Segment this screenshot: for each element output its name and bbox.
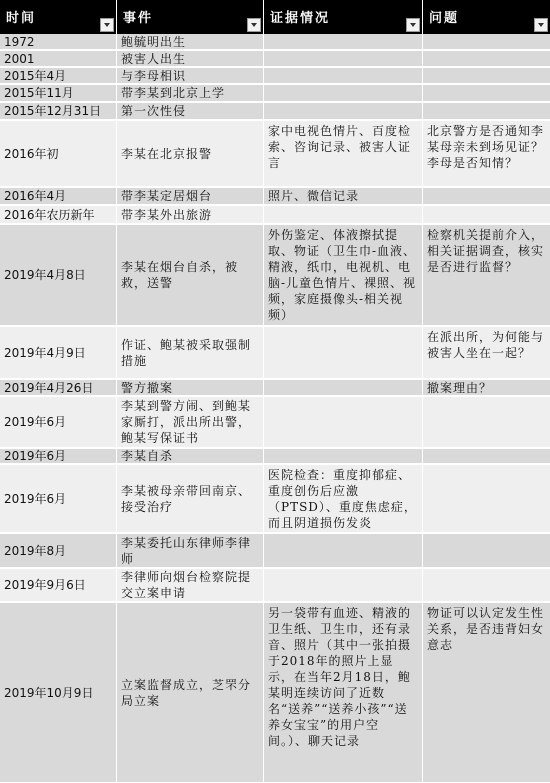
- row-event-cell[interactable]: [117, 465, 264, 532]
- header-event-label: 事件: [123, 11, 154, 26]
- row-time-text: 2001: [4, 51, 35, 66]
- row-evidence-text: 外伤鉴定、体液擦拭提取、物证（卫生巾-血液、精液，纸巾，电视机、电脑-儿童色情片、裸照、视频，家庭摄像头-相关视频）: [268, 228, 417, 322]
- row-question-cell[interactable]: [423, 103, 550, 119]
- table-row: [0, 225, 550, 326]
- row-event-cell[interactable]: [117, 121, 264, 186]
- table-row: [0, 569, 550, 602]
- row-evidence-cell[interactable]: [264, 188, 423, 204]
- row-evidence-cell[interactable]: [264, 85, 423, 101]
- row-question-cell[interactable]: [423, 380, 550, 395]
- table-row: [0, 121, 550, 187]
- table-row: [0, 103, 550, 120]
- row-question-text: 物证可以认定发生性关系，是否违背妇女意志: [427, 606, 545, 652]
- row-time-text: 2016年农历新年: [4, 207, 95, 222]
- row-question-cell[interactable]: [423, 68, 550, 83]
- row-event-text: 带李某到北京上学: [121, 86, 226, 100]
- row-event-cell[interactable]: [117, 603, 264, 782]
- row-event-text: 李某自杀: [121, 449, 174, 463]
- row-question-text: 检察机关提前介入，相关证据调查，核实是否进行监督？: [427, 228, 545, 274]
- table-row: [0, 188, 550, 205]
- filter-dropdown-icon[interactable]: [247, 18, 261, 32]
- row-event-text: 李律师向烟台检察院提交立案申请: [121, 570, 252, 600]
- row-time-cell[interactable]: [0, 68, 117, 83]
- row-evidence-cell[interactable]: [264, 465, 423, 532]
- row-evidence-cell[interactable]: [264, 121, 423, 186]
- row-evidence-cell[interactable]: [264, 51, 423, 66]
- row-question-cell[interactable]: [423, 465, 550, 532]
- row-question-cell[interactable]: [423, 603, 550, 782]
- row-question-cell[interactable]: [423, 206, 550, 223]
- row-time-cell[interactable]: [0, 85, 117, 101]
- row-event-text: 李某委托山东律师李律师: [121, 535, 252, 566]
- row-evidence-cell[interactable]: [264, 397, 423, 447]
- row-time-text: 1972: [4, 34, 35, 49]
- row-evidence-cell[interactable]: [264, 103, 423, 119]
- row-evidence-cell[interactable]: [264, 534, 423, 567]
- row-event-cell[interactable]: [117, 225, 264, 325]
- row-question-cell[interactable]: [423, 225, 550, 325]
- table-row: [0, 397, 550, 448]
- row-event-text: 与李母相识: [121, 68, 187, 83]
- header-evidence-label: 证据情况: [270, 11, 331, 26]
- row-question-cell[interactable]: [423, 449, 550, 463]
- row-time-text: 2019年6月: [4, 491, 67, 506]
- row-evidence-cell[interactable]: [264, 603, 423, 782]
- row-question-cell[interactable]: [423, 534, 550, 567]
- row-event-text: 第一次性侵: [121, 104, 187, 118]
- row-evidence-cell[interactable]: [264, 68, 423, 83]
- table-row: [0, 449, 550, 464]
- header-event: [117, 0, 264, 34]
- filter-dropdown-icon[interactable]: [100, 18, 114, 32]
- row-event-text: 李某在北京报警: [121, 146, 213, 161]
- row-time-cell[interactable]: [0, 188, 117, 204]
- header-question: [423, 0, 550, 34]
- row-question-cell[interactable]: [423, 34, 550, 49]
- row-question-cell[interactable]: [423, 85, 550, 101]
- filter-dropdown-icon[interactable]: [406, 18, 420, 32]
- row-event-cell[interactable]: [117, 206, 264, 223]
- table-row: [0, 327, 550, 379]
- row-time-cell[interactable]: [0, 569, 117, 601]
- table-row: [0, 51, 550, 67]
- row-time-text: 2019年6月: [4, 415, 67, 429]
- row-time-cell[interactable]: [0, 603, 117, 782]
- row-question-cell[interactable]: [423, 569, 550, 601]
- row-evidence-cell[interactable]: [264, 225, 423, 325]
- row-event-text: 立案监督成立，芝罘分局立案: [121, 677, 252, 708]
- row-event-text: 李某在烟台自杀，被救，送警: [121, 260, 239, 290]
- row-evidence-cell[interactable]: [264, 569, 423, 601]
- row-event-cell[interactable]: [117, 103, 264, 119]
- row-evidence-cell[interactable]: [264, 449, 423, 463]
- row-event-text: 带李某定居烟台: [121, 189, 213, 203]
- row-time-text: 2019年8月: [4, 543, 67, 558]
- row-evidence-text: 照片、微信记录: [268, 189, 360, 203]
- row-time-text: 2019年4月26日: [4, 380, 94, 395]
- row-event-text: 被害人出生: [121, 51, 187, 66]
- row-event-text: 作证、鲍某被采取强制措施: [121, 337, 252, 368]
- row-time-text: 2019年9月6日: [4, 578, 86, 592]
- row-time-cell[interactable]: [0, 225, 117, 325]
- row-time-cell[interactable]: [0, 51, 117, 66]
- row-evidence-cell[interactable]: [264, 206, 423, 223]
- row-question-cell[interactable]: [423, 327, 550, 378]
- row-time-cell[interactable]: [0, 465, 117, 532]
- row-question-cell[interactable]: [423, 121, 550, 186]
- row-event-cell[interactable]: [117, 68, 264, 83]
- row-evidence-cell[interactable]: [264, 34, 423, 49]
- row-event-text: 带李某外出旅游: [121, 207, 213, 222]
- row-time-cell[interactable]: [0, 380, 117, 395]
- table-row: [0, 465, 550, 533]
- filter-dropdown-icon[interactable]: [534, 18, 548, 32]
- row-event-cell[interactable]: [117, 34, 264, 49]
- table-row: [0, 68, 550, 84]
- row-evidence-text: 另一袋带有血迹、精液的卫生纸、卫生巾，还有录音、照片（其中一张拍摄于2018年的照片上显示，在当年2月18日，鲍某明连续访问了近数名“送养”“送养小孩”“送养女宝宝”的用户空间。）、聊天记录: [268, 606, 412, 748]
- row-evidence-cell[interactable]: [264, 380, 423, 395]
- table-row: [0, 534, 550, 568]
- row-event-cell[interactable]: [117, 534, 264, 567]
- row-time-text: 2016年4月: [4, 189, 67, 203]
- row-event-text: 李某到警方闹、到鲍某家厮打，派出所出警，鲍某写保证书: [121, 399, 252, 445]
- row-question-cell[interactable]: [423, 397, 550, 447]
- row-time-cell[interactable]: [0, 534, 117, 567]
- row-event-cell[interactable]: [117, 327, 264, 378]
- row-time-cell[interactable]: [0, 397, 117, 447]
- row-event-text: 警方撤案: [121, 380, 174, 395]
- table-row: [0, 85, 550, 102]
- row-event-cell[interactable]: [117, 449, 264, 463]
- row-time-text: 2015年12月31日: [4, 104, 102, 118]
- row-time-text: 2016年初: [4, 146, 59, 161]
- row-event-cell[interactable]: [117, 85, 264, 101]
- row-question-text: 在派出所，为何能与被害人坐在一起？: [427, 330, 545, 360]
- row-event-text: 李某被母亲带回南京、接受治疗: [121, 483, 252, 514]
- row-event-text: 鲍毓明出生: [121, 34, 187, 49]
- row-evidence-text: 医院检查：重度抑郁症、重度创伤后应激（PTSD）、重度焦虑症，而且阴道损伤发炎: [268, 468, 417, 530]
- row-event-cell[interactable]: [117, 569, 264, 601]
- row-time-cell[interactable]: [0, 121, 117, 186]
- row-event-cell[interactable]: [117, 397, 264, 447]
- table-row: [0, 380, 550, 396]
- row-time-text: 2019年4月9日: [4, 345, 86, 360]
- row-time-text: 2015年4月: [4, 68, 67, 83]
- row-time-text: 2019年6月: [4, 449, 67, 463]
- row-question-text: 撤案理由？: [427, 380, 493, 395]
- row-time-text: 2015年11月: [4, 86, 74, 100]
- table-row: [0, 206, 550, 224]
- row-time-cell[interactable]: [0, 327, 117, 378]
- row-event-cell[interactable]: [117, 380, 264, 395]
- header-time: [0, 0, 117, 34]
- table-row: [0, 603, 550, 783]
- row-time-cell[interactable]: [0, 34, 117, 49]
- row-time-text: 2019年10月9日: [4, 685, 94, 700]
- row-question-cell[interactable]: [423, 51, 550, 66]
- header-time-label: 时间: [6, 11, 37, 26]
- row-time-text: 2019年4月8日: [4, 268, 86, 282]
- row-event-cell[interactable]: [117, 51, 264, 66]
- row-event-cell[interactable]: [117, 188, 264, 204]
- row-evidence-text: 家中电视色情片、百度检索、咨询记录、被害人证言: [268, 124, 412, 170]
- row-time-cell[interactable]: [0, 206, 117, 223]
- row-time-cell[interactable]: [0, 449, 117, 463]
- row-time-cell[interactable]: [0, 103, 117, 119]
- table-row: [0, 34, 550, 50]
- row-evidence-cell[interactable]: [264, 327, 423, 378]
- header-evidence: [264, 0, 423, 34]
- row-question-cell[interactable]: [423, 188, 550, 204]
- row-question-text: 北京警方是否通知李某母亲未到场见证？李母是否知情？: [427, 124, 545, 170]
- header-question-label: 问题: [429, 11, 460, 26]
